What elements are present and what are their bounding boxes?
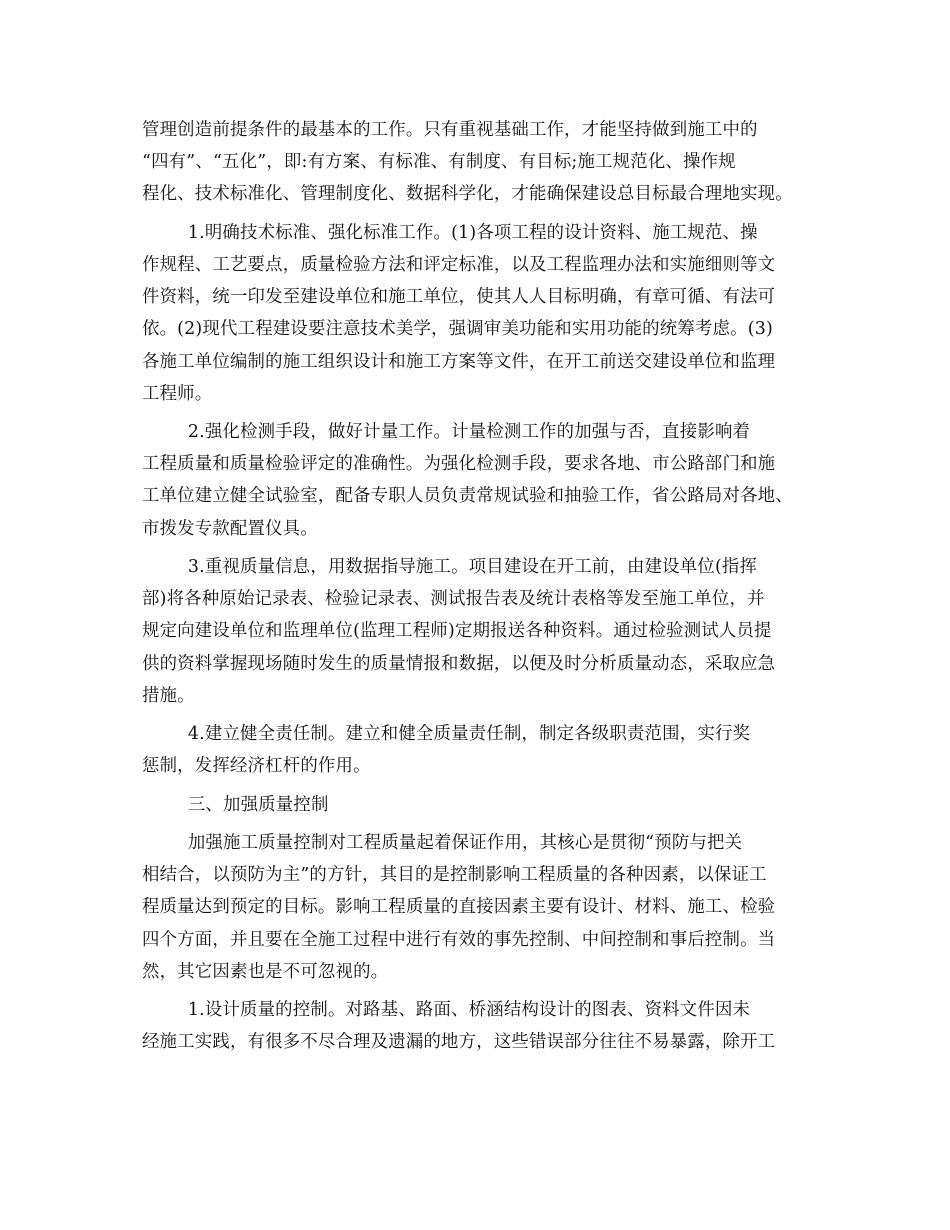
text-line: 经施工实践，有很多不尽合理及遗漏的地方，这些错误部分往往不易暴露，除开工	[142, 1032, 776, 1053]
paragraph	[142, 217, 832, 410]
text-line: 供的资料掌握现场随时发生的质量情报和数据，以便及时分析质量动态，采取应急	[142, 653, 776, 674]
text-line: 管理创造前提条件的最基本的工作。只有重视基础工作，才能坚持做到施工中的	[142, 120, 758, 140]
text-line: 工单位建立健全试验室，配备专职人员负责常规试验和抽验工作，省公路局对各地、	[142, 486, 793, 507]
text-line: 三、加强质量控制	[142, 794, 329, 815]
text-line: 工程质量和质量检验评定的准确性。为强化检测手段，要求各地、市公路部门和施	[142, 454, 776, 475]
text-line: 作规程、工艺要点，质量检验方法和评定标准，以及工程监理办法和实施细则等文	[142, 254, 776, 275]
text-line: 程质量达到预定的目标。影响工程质量的直接因素主要有设计、材料、施工、检验	[142, 897, 776, 918]
text-line: 市拨发专款配置仪具。	[142, 518, 318, 539]
text-line: 依。(2)现代工程建设要注意技术美学，强调审美功能和实用功能的统筹考虑。(3)	[142, 319, 773, 340]
paragraph	[142, 718, 832, 782]
text-line: 件资料，统一印发至建设单位和施工单位，使其人人目标明确，有章可循、有法可	[142, 287, 776, 308]
paragraph	[142, 114, 832, 211]
paragraph	[142, 551, 832, 712]
paragraph	[142, 416, 832, 545]
paragraph	[142, 827, 832, 988]
text-line: 四个方面，并且要在全施工过程中进行有效的事先控制、中间控制和事后控制。当	[142, 929, 776, 950]
text-line: 2.强化检测手段，做好计量工作。计量检测工作的加强与否，直接影响着	[142, 422, 751, 443]
text-line: 加强施工质量控制对工程质量起着保证作用，其核心是贯彻“预防与把关	[142, 833, 743, 854]
text-line: 工程师。	[142, 383, 213, 404]
text-line: 1.明确技术标准、强化标准工作。(1)各项工程的设计资料、施工规范、操	[142, 222, 758, 243]
paragraph	[142, 994, 832, 1058]
document-body	[142, 114, 832, 1059]
text-line: “四有”、“五化”，即:有方案、有标准、有制度、有目标;施工规范化、操作规	[142, 152, 736, 173]
text-line: 惩制，发挥经济杠杆的作用。	[142, 756, 371, 777]
text-line: 4.建立健全责任制。建立和健全质量责任制，制定各级职责范围，实行奖	[142, 724, 751, 745]
text-line: 然，其它因素也是不可忽视的。	[142, 961, 389, 982]
text-line: 规定向建设单位和监理单位(监理工程师)定期报送各种资料。通过检验测试人员提	[142, 621, 772, 642]
text-line: 措施。	[142, 685, 195, 706]
text-line: 程化、技术标准化、管理制度化、数据科学化，才能确保建设总目标最合理地实现。	[142, 184, 793, 205]
text-line: 各施工单位编制的施工组织设计和施工方案等文件，在开工前送交建设单位和监理	[142, 351, 776, 372]
text-line: 1.设计质量的控制。对路基、路面、桥涵结构设计的图表、资料文件因未	[142, 1000, 751, 1021]
text-line: 部)将各种原始记录表、检验记录表、测试报告表及统计表格等发至施工单位，并	[142, 589, 765, 610]
paragraph	[142, 789, 832, 821]
text-line: 相结合，以预防为主”的方针，其目的是控制影响工程质量的各种因素，以保证工	[142, 865, 767, 886]
text-line: 3.重视质量信息，用数据指导施工。项目建设在开工前，由建设单位(指挥	[142, 557, 758, 577]
